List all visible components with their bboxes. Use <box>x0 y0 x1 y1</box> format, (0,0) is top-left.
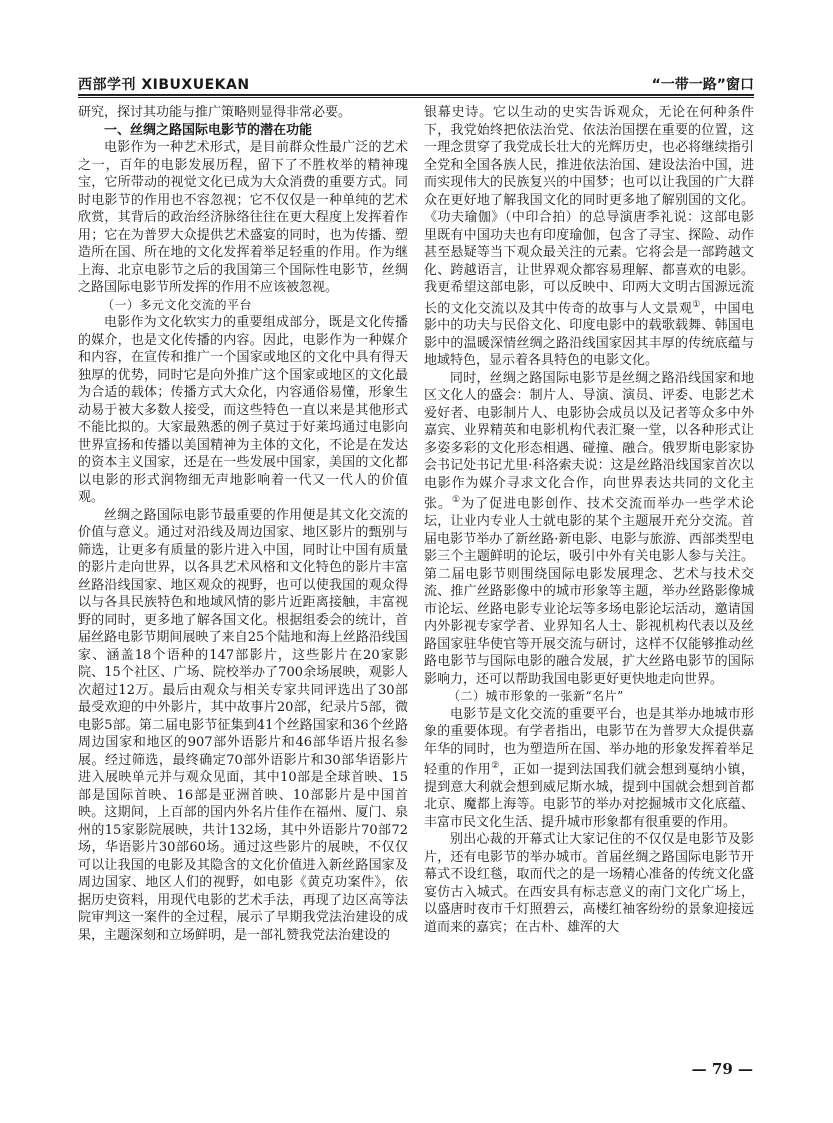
paragraph: 电影作为一种艺术形式，是目前群众性最广泛的艺术之一，百年的电影发展历程，留下了不胜枚举的精神瑰宝，它所带动的视觉文化已成为大众消费的重要方式。同时电影节的作用也不容忽视；它不仅仅是一种单纯的艺术欣赏，其背后的政治经济脉络往往在更大程度上发挥着作用；它在为普罗大众提供艺术盛宴的同时，也为传播、塑造所在国、所在地的文化发挥着举足轻重的作用。作为继上海、北京电影节之后的我国第三个国际性电影节，丝绸之路国际电影节所发挥的作用不应该被忽视。 <box>78 140 408 295</box>
paragraph: 电影作为文化软实力的重要组成部分，既是文化传播的媒介，也是文化传播的内容。因此，电影作为一种媒介和内容，在宣传和推广一个国家或地区的文化中具有得天独厚的优势，同时它是向外推广这个国家或地区的文化最为合适的载体；传播方式大众化，内容通俗易懂，形象生动易于被大多数人接受，而这些特色一直以来是其他形式不能比拟的。大家最熟悉的例子莫过于好莱坞通过电影向世界宣扬和传播以美国精神为主体的文化，不论是在发达的资本主义国家，还是在一些发展中国家，美国的文化都以电影的形式润物细无声地影响着一代又一代人的价值观。 <box>78 315 408 505</box>
paragraph-text: ，正如一提到法国我们就会想到戛纳小镇，提到意大利就会想到威尼斯水城，提到中国就会想到首都北京、魔都上海等。电影节的举办对挖掘城市文化底蕴、丰富市民文化生活、提升城市形象都有很重要的作用。 <box>424 762 754 830</box>
paragraph <box>424 104 754 370</box>
left-column <box>78 104 408 944</box>
section-name: “一带一路”窗口 <box>651 77 754 93</box>
subsection-heading: （二）城市形象的一张新“名片” <box>448 689 624 704</box>
paragraph-text: ，中国电影中的功夫与民俗文化、印度电影中的载歌载舞、韩国电影中的温暖深情丝绸之路沿线国家因其丰厚的传统底蕴与地域特色，显示着各具特色的电影文化。 <box>424 300 754 369</box>
paragraph <box>424 706 754 832</box>
subsection-heading: （一）多元文化交流的平台 <box>102 297 253 312</box>
footnote-ref: ① <box>452 495 462 506</box>
paragraph-text: 为了促进电影创作、技术交流而举办一些学术论坛，让业内专业人士就电影的某个主题展开充分交流。首届电影节举办了新丝路·新电影、电影与旅游、西部类型电影三个主题鲜明的论坛，吸引中外有关电影人参与关注。第二届电影节则围绕国际电影发展理念、艺术与技术交流、推广丝路影像中的城市形象等主题，举办丝路影像城市论坛、丝路电影专业论坛等多场电影论坛活动，邀请国内外影视专家学者、业界知名人士、影视机构代表以及丝路国家驻华使官等开展交流与研讨，这样不仅能够推动丝路电影节与国际电影的融合发展，扩大丝路电影节的国际影响力，还可以帮助我国电影更好更快地走向世界。 <box>424 496 754 687</box>
footnote-ref: ② <box>491 761 500 772</box>
section-heading: 一、丝绸之路国际电影节的潜在功能 <box>104 122 313 138</box>
paragraph-text: 银幕史诗。它以生动的史实告诉观众，无论在何种条件下，我党始终把依法治党、依法治国摆在重要的位置，这一理念贯穿了我党成长壮大的光辉历史，也必将继续指引全党和全国各族人民，推进依法治国、建设法治中国，进而实现伟大的民族复兴的中国梦；也可以让我国的广大群众在更好地了解我国文化的同时更多地了解别国的文化。《功夫瑜伽》（中印合拍）的总导演唐季礼说：这部电影里既有中国功夫也有印度瑜伽，包含了寻宝、探险、动作甚至悬疑等当下观众最关注的元素。它将会是一部跨越文化、跨越语言，让世界观众都容易理解、都喜欢的电影。我更希望这部电影，可以反映中、印两大文明古国源远流长的文化交流以及其中传奇的故事与人文景观 <box>424 105 754 316</box>
page-number: — 79 — <box>691 1060 753 1078</box>
paragraph: 研究，探讨其功能与推广策略则显得非常必要。 <box>78 105 352 120</box>
header-rule <box>78 97 754 98</box>
paragraph-text: 电影节是文化交流的重要平台，也是其举办地城市形象的重要体现。有学者指出，电影节在为普罗大众提供嘉年华的同时，也为塑造所在国、举办地的形象发挥着举足轻重的作用 <box>424 706 754 778</box>
paragraph: 别出心裁的开幕式让大家记住的不仅仅是电影节及影片，还有电影节的举办城市。首届丝绸之路国际电影节开幕式不设红毯，取而代之的是一场精心准备的传统文化盛宴仿古入城式。在西安具有标志意义的南门文化广场上，以盛唐时夜市千灯照碧云，高楼红袖客纷纷的景象迎接远道而来的嘉宾；在古朴、雄浑的大 <box>424 832 754 935</box>
paragraph <box>424 370 754 688</box>
journal-name: 西部学刊 XIBUXUEKAN <box>78 77 250 93</box>
running-header <box>78 72 754 96</box>
footnote-ref: ① <box>692 299 701 310</box>
right-column <box>424 104 754 936</box>
paragraph: 丝绸之路国际电影节最重要的作用便是其文化交流的价值与意义。通过对沿线及周边国家、地区影片的甄别与筛选，让更多有质量的影片进入中国，同时让中国有质量的影片走向世界，以各具艺术风格和文化特色的影片丰富丝路沿线国家、地区观众的视野，也可以使我国的观众得以与各具民族特色和地域风情的影片近距离接触，丰富视野的同时，更多地了解各国文化。根据组委会的统计，首届丝路电影节期间展映了来自25个陆地和海上丝路沿线国家、涵盖18个语种的147部影片，这些影片在20家影院、15个社区、广场、院校举办了700余场展映，观影人次超过12万。最后由观众与相关专家共同评选出了30部最受欢迎的中外影片，其中故事片20部，纪录片5部，微电影5部。第二届电影节征集到41个丝路国家和36个丝路周边国家和地区的907部外语影片和46部华语片报名参展。经过筛选，最终确定70部外语影片和30部华语影片进入展映单元并与观众见面，其中10部是全球首映、15部是国际首映、16部是亚洲首映、10部影片是中国首映。这期间，上百部的国内外名片佳作在福州、厦门、泉州的15家影院展映，共计132场，其中外语影片70部72场，华语影片30部60场。通过这些影片的展映，不仅仅可以让我国的电影及其隐含的文化价值进入新丝路国家及周边国家、地区人们的视野，如电影《黄克功案件》，依据历史资料，用现代电影的艺术手法，再现了边区高等法院审判这一案件的全过程，展示了早期我党法治建设的成果，主题深刻和立场鲜明，是一部礼赞我党法治建设的 <box>78 507 408 943</box>
paragraph-text: 同时，丝绸之路国际电影节是丝绸之路沿线国家和地区文化人的盛会：制片人、导演、演员、评委、电影艺术爱好者、电影制片人、电影协会成员以及记者等众多中外嘉宾、业界精英和电影机构代表汇聚一堂，以各种形式让多姿多彩的文化形态相遇、碰撞、融合。俄罗斯电影家协会书记处书记尤里·科洛索夫说：这是丝路沿线国家首次以电影作为媒介寻求文化合作，向世界表达共同的文化主张。 <box>424 370 754 512</box>
